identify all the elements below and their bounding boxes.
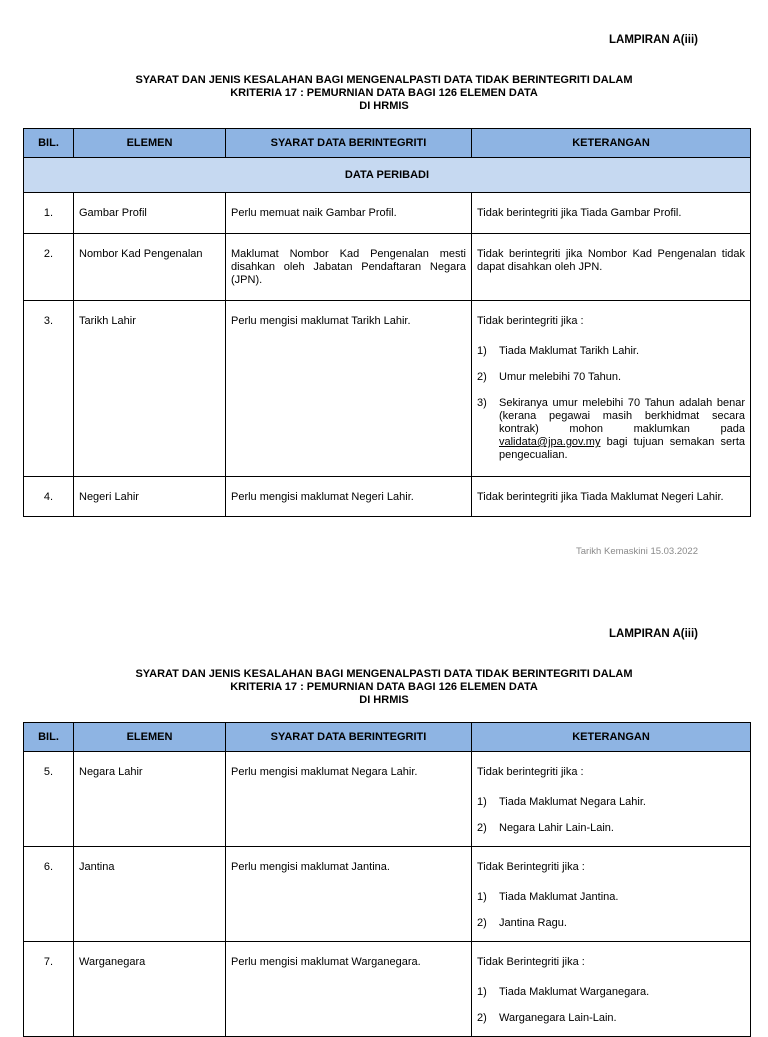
table-row [24, 752, 751, 847]
table-row [24, 193, 751, 234]
item-number: 2) [477, 1012, 487, 1024]
row-syarat: Perlu mengisi maklumat Tarikh Lahir. [226, 301, 472, 477]
keterangan-item [477, 1012, 745, 1025]
header-elemen: ELEMEN [74, 129, 226, 158]
row-keterangan [472, 942, 751, 1037]
keterangan-intro: Tidak Berintegriti jika : [477, 861, 585, 873]
item-number: 1) [477, 796, 487, 808]
row-keterangan [472, 752, 751, 847]
keterangan-item [477, 796, 745, 809]
item-text: Tiada Maklumat Tarikh Lahir. [499, 345, 640, 357]
item-number: 1) [477, 986, 487, 998]
row-bil: 1. [24, 193, 74, 234]
item-text: Tiada Maklumat Warganegara. [499, 986, 650, 998]
table-header-row [24, 129, 751, 158]
email-link[interactable]: validata@jpa.gov.my [499, 436, 601, 448]
table-row [24, 942, 751, 1037]
item-number: 1) [477, 891, 487, 903]
row-keterangan: Tidak berintegriti jika Tiada Gambar Profil. [472, 193, 751, 234]
row-elemen: Negara Lahir [74, 752, 226, 847]
title-line-2: KRITERIA 17 : PEMURNIAN DATA BAGI 126 ELEMEN DATA [230, 87, 538, 99]
section-row [24, 158, 751, 193]
item-number: 3) [477, 397, 487, 409]
keterangan-intro: Tidak Berintegriti jika : [477, 956, 585, 968]
row-keterangan: Tidak berintegriti jika Nombor Kad Pengenalan tidak dapat disahkan oleh JPN. [472, 234, 751, 301]
keterangan-item [477, 822, 745, 835]
row-elemen: Tarikh Lahir [74, 301, 226, 477]
header-keterangan: KETERANGAN [472, 723, 751, 752]
row-syarat: Perlu mengisi maklumat Negara Lahir. [226, 752, 472, 847]
criteria-table [23, 722, 751, 1037]
row-elemen: Gambar Profil [74, 193, 226, 234]
title-line-1: SYARAT DAN JENIS KESALAHAN BAGI MENGENALPASTI DATA TIDAK BERINTEGRITI DALAM [135, 74, 633, 86]
row-keterangan [472, 301, 751, 477]
row-elemen: Negeri Lahir [74, 477, 226, 517]
keterangan-item [477, 345, 745, 358]
item-text: Umur melebihi 70 Tahun. [499, 371, 622, 383]
title-line-2: KRITERIA 17 : PEMURNIAN DATA BAGI 126 ELEMEN DATA [230, 681, 538, 693]
item-text [499, 397, 745, 462]
item-number: 2) [477, 917, 487, 929]
lampiran-label: LAMPIRAN A(iii) [608, 628, 698, 640]
header-syarat: SYARAT DATA BERINTEGRITI [226, 129, 472, 158]
row-bil: 7. [24, 942, 74, 1037]
row-bil: 5. [24, 752, 74, 847]
row-syarat: Perlu mengisi maklumat Negeri Lahir. [226, 477, 472, 517]
title-line-3: DI HRMIS [359, 100, 409, 112]
row-syarat: Maklumat Nombor Kad Pengenalan mesti disahkan oleh Jabatan Pendaftaran Negara (JPN). [226, 234, 472, 301]
item-text: Negara Lahir Lain-Lain. [499, 822, 614, 834]
item-text: Jantina Ragu. [499, 917, 567, 929]
row-keterangan [472, 847, 751, 942]
row-bil: 2. [24, 234, 74, 301]
row-syarat: Perlu mengisi maklumat Jantina. [226, 847, 472, 942]
item-number: 2) [477, 371, 487, 383]
item-text-pre: Sekiranya umur melebihi 70 Tahun adalah benar (kerana pegawai masih berkhidmat secara kontrak) mohon maklumkan pada [499, 397, 745, 435]
row-bil: 6. [24, 847, 74, 942]
item-number: 2) [477, 822, 487, 834]
row-syarat: Perlu memuat naik Gambar Profil. [226, 193, 472, 234]
criteria-table [23, 128, 751, 517]
keterangan-item [477, 986, 745, 999]
table-row [24, 301, 751, 477]
document-title [0, 668, 768, 707]
header-elemen: ELEMEN [74, 723, 226, 752]
title-line-3: DI HRMIS [359, 694, 409, 706]
header-bil: BIL. [24, 723, 74, 752]
update-date: Tarikh Kemaskini 15.03.2022 [576, 546, 698, 557]
row-elemen: Jantina [74, 847, 226, 942]
section-title: DATA PERIBADI [24, 158, 751, 193]
table-row [24, 234, 751, 301]
table-row [24, 847, 751, 942]
row-syarat: Perlu mengisi maklumat Warganegara. [226, 942, 472, 1037]
keterangan-item [477, 917, 745, 930]
document-title [0, 74, 768, 113]
document-page-2 [0, 594, 768, 1024]
keterangan-item [477, 371, 745, 384]
item-text: Tiada Maklumat Jantina. [499, 891, 619, 903]
table-header-row [24, 723, 751, 752]
header-bil: BIL. [24, 129, 74, 158]
keterangan-item [477, 891, 745, 904]
item-number: 1) [477, 345, 487, 357]
item-text-post: bagi tujuan semakan serta pengecualian. [499, 436, 745, 461]
row-bil: 4. [24, 477, 74, 517]
row-elemen: Warganegara [74, 942, 226, 1037]
row-keterangan: Tidak berintegriti jika Tiada Maklumat Negeri Lahir. [472, 477, 751, 517]
row-elemen: Nombor Kad Pengenalan [74, 234, 226, 301]
row-bil: 3. [24, 301, 74, 477]
item-text: Warganegara Lain-Lain. [499, 1012, 617, 1024]
header-keterangan: KETERANGAN [472, 129, 751, 158]
keterangan-intro: Tidak berintegriti jika : [477, 766, 584, 778]
keterangan-item [477, 397, 745, 462]
keterangan-intro: Tidak berintegriti jika : [477, 315, 584, 327]
header-syarat: SYARAT DATA BERINTEGRITI [226, 723, 472, 752]
lampiran-label: LAMPIRAN A(iii) [608, 34, 698, 46]
table-row [24, 477, 751, 517]
title-line-1: SYARAT DAN JENIS KESALAHAN BAGI MENGENALPASTI DATA TIDAK BERINTEGRITI DALAM [135, 668, 633, 680]
item-text: Tiada Maklumat Negara Lahir. [499, 796, 646, 808]
